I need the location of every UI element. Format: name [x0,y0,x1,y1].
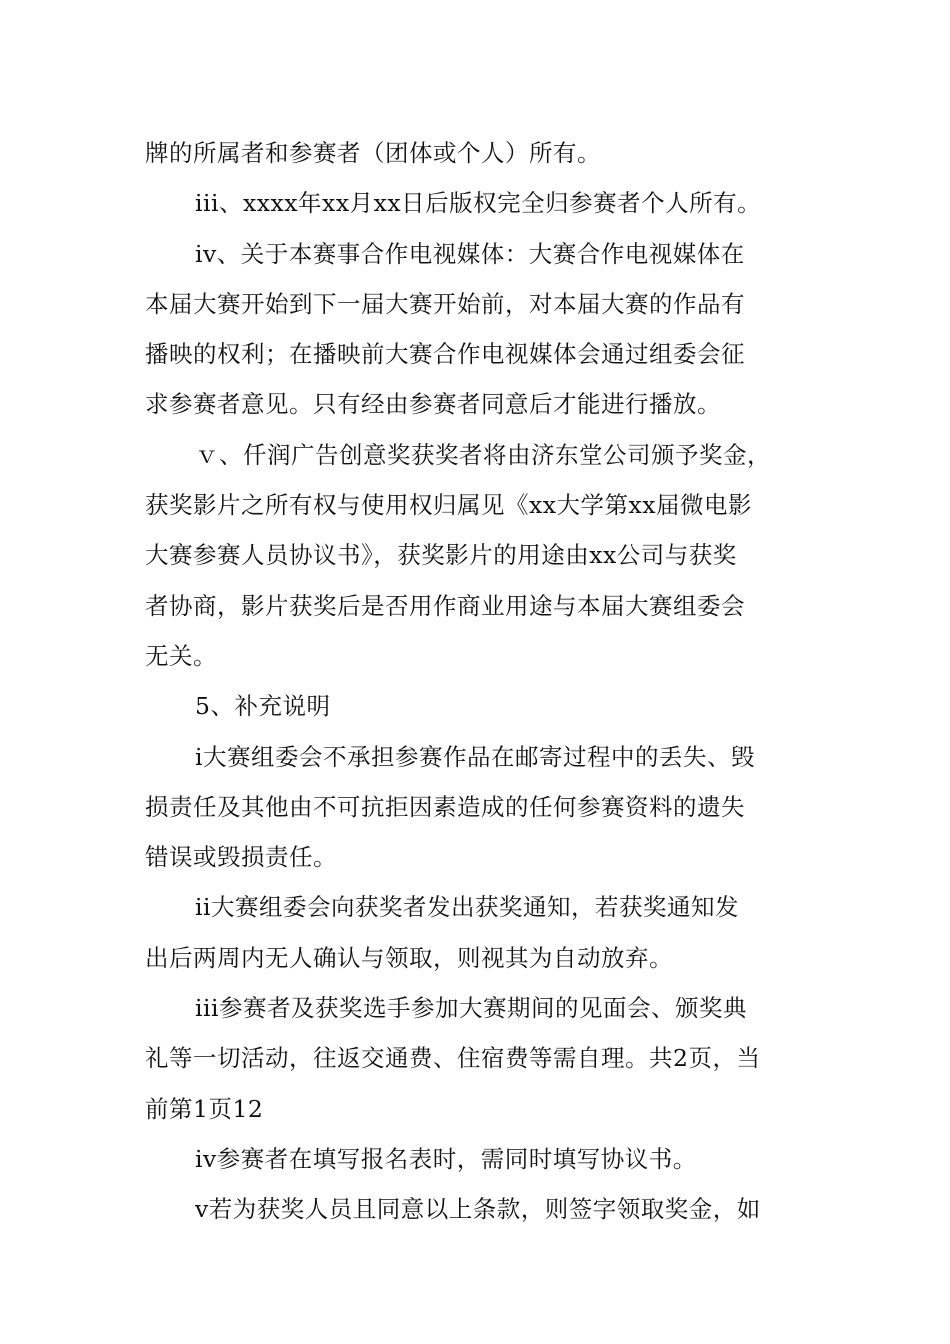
text-line-2: iii、xxxx年xx月xx日后版权完全归参赛者个人所有。 [195,189,762,218]
text-line-8: 获奖影片之所有权与使用权归属见《xx大学第xx届微电影 [145,491,753,520]
text-line-5: 播映的权利；在播映前大赛合作电视媒体会通过组委会征 [145,340,745,369]
text-line-11: 无关。 [145,641,217,670]
section-heading: 5、补充说明 [195,692,331,721]
text-line-3: iv、关于本赛事合作电视媒体：大赛合作电视媒体在 [195,239,745,268]
text-line-21: iv参赛者在填写报名表时，需同时填写协议书。 [195,1144,697,1173]
text-line-6: 求参赛者意见。只有经由参赛者同意后才能进行播放。 [145,390,721,419]
text-line-14: 损责任及其他由不可抗拒因素造成的任何参赛资料的遗失 [145,792,745,821]
text-line-1: 牌的所属者和参赛者（团体或个人）所有。 [145,139,601,167]
text-line-7: ｖ、仟润广告创意奖获奖者将由济东堂公司颁予奖金， [195,440,771,469]
text-line-22: v若为获奖人员且同意以上条款，则签字领取奖金，如 [195,1195,761,1224]
text-line-17: 出后两周内无人确认与领取，则视其为自动放弃。 [145,943,673,972]
text-line-18: iii参赛者及获奖选手参加大赛期间的见面会、颁奖典 [195,994,748,1023]
text-line-13: i大赛组委会不承担参赛作品在邮寄过程中的丢失、毁 [195,742,756,771]
text-line-20: 前第1页12 [145,1094,264,1123]
text-line-9: 大赛参赛人员协议书》，获奖影片的用途由xx公司与获奖 [145,541,737,570]
text-line-19: 礼等一切活动，往返交通费、住宿费等需自理。共2页，当 [145,1044,761,1073]
document-body [145,128,815,1235]
text-line-10: 者协商，影片获奖后是否用作商业用途与本届大赛组委会 [145,591,745,620]
text-line-4: 本届大赛开始到下一届大赛开始前，对本届大赛的作品有 [145,289,745,318]
text-line-16: ii大赛组委会向获奖者发出获奖通知，若获奖通知发 [195,893,740,922]
text-line-15: 错误或毁损责任。 [145,843,337,872]
